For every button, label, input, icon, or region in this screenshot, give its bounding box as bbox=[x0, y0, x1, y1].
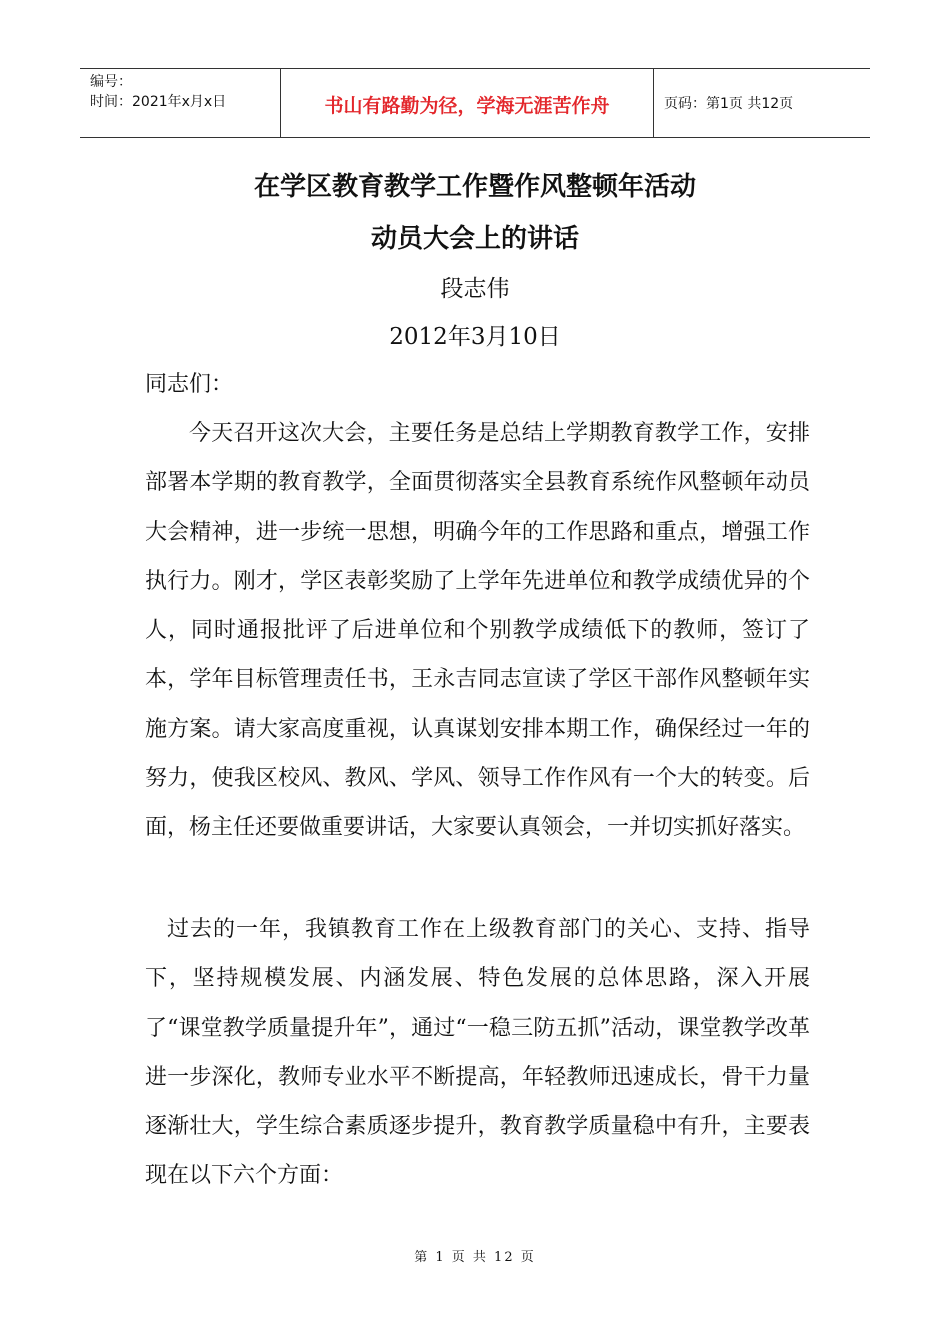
header-meta bbox=[80, 69, 281, 137]
document-title-line2: 动员大会上的讲话 bbox=[370, 224, 579, 254]
paragraph: 今天召开这次大会，主要任务是总结上学期教育教学工作，安排部署本学期的教育教学，全面贯彻落实全县教育系统作风整顿年动员大会精神，进一步统一思想，明确今年的工作思路和重点，增强工作执行力。刚才，学区表彰奖励了上学年先进单位和教学成绩优异的个人，同时通报批评了后进单位和个别教学成绩低下的教师，签订了本，学年目标管理责任书，王永吉同志宣读了学区干部作风整顿年实施方案。请大家高度重视，认真谋划安排本期工作，确保经过一年的努力，使我区校风、教风、学风、领导工作作风有一个大的转变。后面，杨主任还要做重要讲话，大家要认真领会，一并切实抓好落实。 bbox=[145, 421, 810, 841]
paragraph: 过去的一年，我镇教育工作在上级教育部门的关心、支持、指导下，坚持规模发展、内涵发展、特色发展的总体思路，深入开展了“课堂教学质量提升年”，通过“一稳三防五抓”活动，课堂教学改革进一步深化，教师专业水平不断提高，年轻教师迅速成长，骨干力量逐渐壮大，学生综合素质逐步提升，教育教学质量稳中有升，主要表现在以下六个方面： bbox=[145, 917, 810, 1189]
document-date: 2012年3月10日 bbox=[389, 324, 561, 350]
header-motto: 书山有路勤为径，学海无涯苦作舟 bbox=[281, 69, 654, 137]
page-footer: 第 1 页 共 12 页 bbox=[414, 1250, 536, 1265]
page-header bbox=[80, 68, 870, 138]
greeting: 同志们： bbox=[145, 372, 234, 397]
document-number-label: 编号： bbox=[90, 74, 132, 90]
document-author: 段志伟 bbox=[440, 276, 510, 302]
header-page-info: 页码：第1页 共12页 bbox=[664, 96, 794, 112]
document-time-label: 时间：2021年x月x日 bbox=[90, 94, 227, 110]
document-title-line1: 在学区教育教学工作暨作风整顿年活动 bbox=[253, 172, 696, 202]
